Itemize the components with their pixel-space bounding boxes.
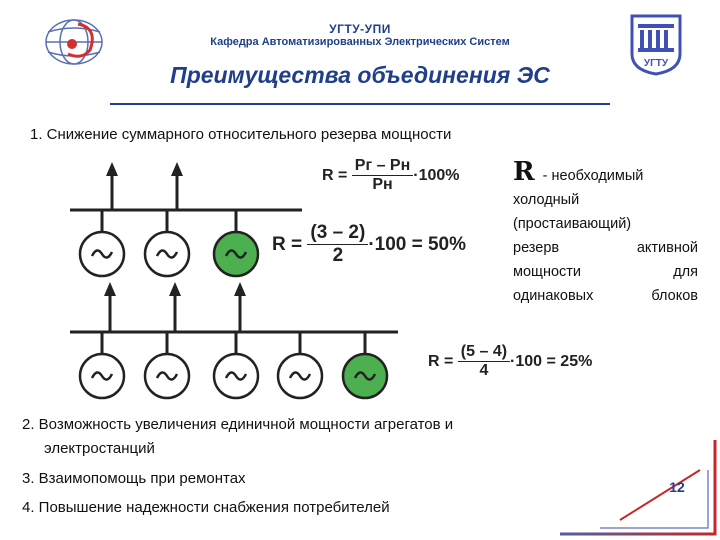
svg-text:УГТУ: УГТУ — [643, 58, 669, 69]
point-4: 4. Повышение надежности снабжения потребителей — [22, 499, 390, 516]
slide-title: Преимущества объединения ЭС — [170, 62, 550, 88]
formula-tail: ·100% — [413, 166, 460, 184]
note-word: мощности — [513, 264, 582, 280]
formula-denominator: Рн — [372, 176, 393, 193]
formula-lhs: R = — [272, 233, 303, 255]
reserve-symbol: R — [513, 157, 535, 187]
formula-tail: ·100 = 25% — [510, 352, 593, 370]
note-line: - необходимый — [542, 168, 644, 184]
formula-numerator: Рг – Рн — [352, 157, 413, 176]
formula-denominator: 2 — [332, 245, 344, 266]
note-word: для — [673, 264, 698, 280]
point-2: 2. Возможность увеличения единичной мощности агрегатов и — [22, 416, 454, 433]
note-word: блоков — [651, 288, 698, 304]
org-name: УГТУ-УПИ — [329, 22, 391, 36]
point-2-continued: электростанций — [44, 440, 155, 457]
note-word: резерв — [513, 240, 560, 256]
note-word: одинаковых — [513, 288, 594, 304]
formula-lhs: R = — [428, 352, 454, 370]
formula-numerator: (5 – 4) — [458, 343, 510, 362]
point-3: 3. Взаимопомощь при ремонтах — [22, 470, 246, 487]
note-word: активной — [636, 240, 698, 256]
note-line: холодный — [513, 192, 580, 208]
formula-lhs: R = — [322, 166, 348, 184]
formula-denominator: 4 — [479, 362, 489, 379]
department-name: Кафедра Автоматизированных Электрических Систем — [210, 36, 510, 48]
point-1: 1. Снижение суммарного относительного резерва мощности — [30, 126, 452, 143]
note-line: (простаивающий) — [513, 216, 632, 232]
page-number: 12 — [669, 479, 685, 495]
formula-numerator: (3 – 2) — [307, 222, 368, 245]
formula-tail: ·100 = 50% — [368, 233, 467, 255]
